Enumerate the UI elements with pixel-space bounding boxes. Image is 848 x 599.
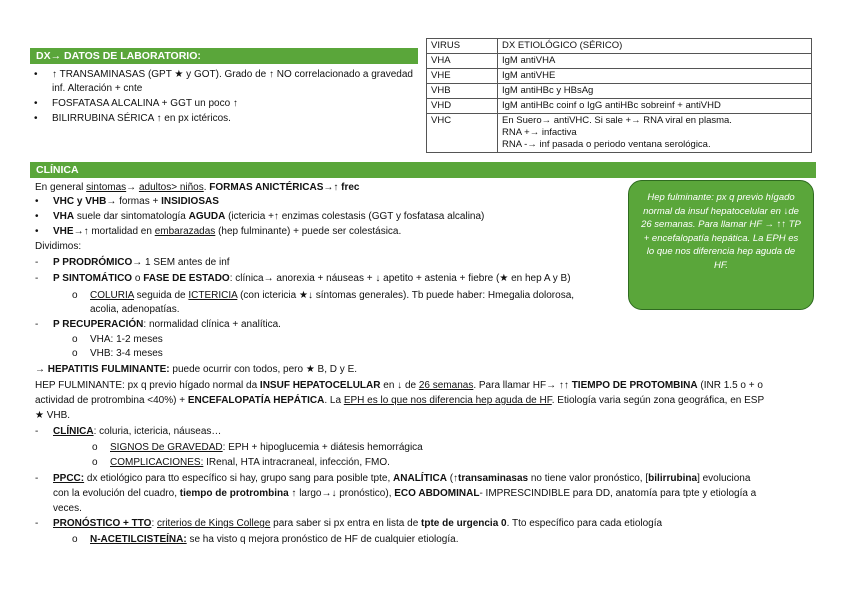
lab-item: • BILIRRUBINA SÉRICA ↑ en px ictéricos. <box>30 112 422 126</box>
dash-line: - P PRODRÓMICO→ 1 SEM antes de inf <box>35 257 230 268</box>
text-line: HEP FULMINANTE: px q previo hígado normal da INSUF HEPATOCELULAR en ↓ de 26 semanas. Para llamar HF→ ↑↑ TIEMPO DE PROTOMBINA (INR 1.5 o + o <box>35 380 763 391</box>
table-header-row <box>427 39 812 54</box>
table-header-cell: DX ETIOLÓGICO (SÉRICO) <box>498 39 812 54</box>
table-row <box>427 114 812 153</box>
sub-bullet-line: o COMPLICACIONES: IRenal, HTA intracraneal, infección, FMO. <box>92 457 390 468</box>
lab-section-header: DX→ DATOS DE LABORATORIO: <box>30 48 418 64</box>
dash-line: - CLÍNICA: coluria, ictericia, náuseas… <box>35 426 222 437</box>
table-cell-line: RNA -→ inf pasada o periodo ventana serológica. <box>502 139 711 150</box>
bullet-line: • VHE→↑ mortalidad en embarazadas (hep fulminante) + puede ser colestásica. <box>35 226 402 237</box>
table-row <box>427 54 812 69</box>
hep-fulminante-callout: Hep fulminante: px q previo hígado normal da insuf hepatocelular en ↓de 26 semanas. Para llamar HF → ↑↑ TP + encefalopatía hepática. La EPH es lo que nos diferencia hep aguda de HF. <box>628 180 814 310</box>
text-line: ★ VHB. <box>35 410 71 421</box>
bullet-line: • VHC y VHB→ formas + INSIDIOSAS <box>35 196 219 207</box>
lab-item: • ↑ TRANSAMINASAS (GPT ★ y GOT). Grado de ↑ NO correlacionado a gravedad inf. Alteración + cnte <box>30 68 422 96</box>
lab-list <box>30 68 422 127</box>
bullet-line: • VHA suele dar sintomatología AGUDA (ictericia +↑ enzimas colestasis (GGT y fosfatasa alcalina) <box>35 211 485 222</box>
table-cell-line: RNA +→ infactiva <box>502 127 577 138</box>
sub-bullet-line: o N-ACETILCISTEÍNA: se ha visto q mejora pronóstico de HF de cualquier etiología. <box>72 534 459 545</box>
table-cell: IgM antiVHA <box>498 54 812 69</box>
sub-bullet-line: o SIGNOS De GRAVEDAD: EPH + hipoglucemia + diátesis hemorrágica <box>92 442 423 453</box>
table-cell: IgM antiVHE <box>498 69 812 84</box>
table-cell-line: En Suero→ antiVHC. Si sale +→ RNA viral en plasma. <box>502 115 732 126</box>
dash-line: - PRONÓSTICO + TTO: criterios de Kings College para saber si px entra en lista de tpte de urgencia 0. Tto específico para cada etiología <box>35 518 663 529</box>
virus-dx-table <box>426 38 812 153</box>
table-cell: VHB <box>427 84 498 99</box>
table-row <box>427 84 812 99</box>
dash-line: - P RECUPERACIÓN: normalidad clínica + analítica. <box>35 319 281 330</box>
table-cell: VHD <box>427 99 498 114</box>
text-line: acolia, adenopatías. <box>90 304 180 315</box>
lab-item: • FOSFATASA ALCALINA + GGT un poco ↑ <box>30 97 422 111</box>
text-line: con la evolución del cuadro, tiempo de protrombina ↑ largo→↓ pronóstico), ECO ABDOMINAL- IMPRESCINDIBLE para DD, anatomía para tpte y etiología a <box>53 488 757 499</box>
sub-bullet-line: o VHA: 1-2 meses <box>72 334 163 345</box>
text-line: → HEPATITIS FULMINANTE: puede ocurrir con todos, pero ★ B, D y E. <box>35 364 358 375</box>
table-cell: VHC <box>427 114 498 153</box>
dash-line: - PPCC: dx etiológico para tto específico si hay, grupo sang para posible tpte, ANALÍTICA (↑transaminasas no tiene valor pronóstico, [bilirrubina] evoluciona <box>35 473 751 484</box>
table-cell: IgM antiHBc y HBsAg <box>498 84 812 99</box>
text-line: En general sintomas→ adultos> niños. FORMAS ANICTÉRICAS→↑ frec <box>35 182 360 193</box>
table-cell <box>498 114 812 153</box>
clinica-section-header: CLÍNICA <box>30 162 816 178</box>
table-cell: VHE <box>427 69 498 84</box>
dash-line: - P SINTOMÁTICO o FASE DE ESTADO: clínica→ anorexia + náuseas + ↓ apetito + astenia + fiebre (★ en hep A y B) <box>35 273 571 284</box>
table-cell: IgM antiHBc coinf o IgG antiHBc sobreinf + antiVHD <box>498 99 812 114</box>
table-header-cell: VIRUS <box>427 39 498 54</box>
text-line: veces. <box>53 503 82 514</box>
text-line: Dividimos: <box>35 241 82 252</box>
table-cell: VHA <box>427 54 498 69</box>
table-row <box>427 69 812 84</box>
sub-bullet-line: o VHB: 3-4 meses <box>72 348 163 359</box>
sub-bullet-line: o COLURIA seguida de ICTERICIA (con ictericia ★↓ síntomas generales). Tb puede haber: Hmegalia dolorosa, <box>72 290 575 301</box>
table-row <box>427 99 812 114</box>
text-line: actividad de protrombina <40%) + ENCEFALOPATÍA HEPÁTICA. La EPH es lo que nos diferencia hep aguda de HF. Etiología varia según zona geográfica, en ESP <box>35 395 765 406</box>
